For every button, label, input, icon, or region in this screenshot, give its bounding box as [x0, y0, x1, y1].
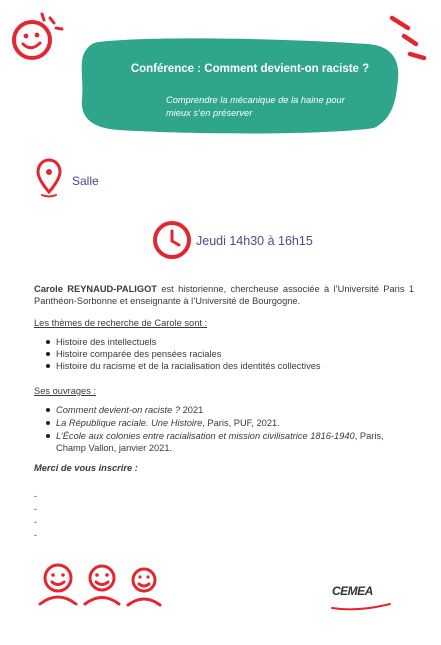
list-item [46, 417, 416, 429]
logo-text: CEMEA [332, 584, 373, 598]
signup-line: - [34, 491, 37, 501]
speaker-intro [34, 283, 414, 307]
location-label: Salle [72, 174, 99, 188]
work-title: La République raciale. Une Histoire [56, 418, 203, 428]
smileys-group-icon [32, 560, 164, 608]
works-heading: Ses ouvrages : [34, 386, 97, 396]
conference-subtitle: Comprendre la mécanique de la haine pour mieux s’en préserver [166, 95, 345, 118]
signup-heading: Merci de vous inscrire : [34, 463, 138, 473]
list-item [46, 404, 416, 416]
list-item: Histoire comparée des pensées raciales [46, 348, 416, 360]
list-item [46, 430, 416, 454]
work-title: L’École aux colonies entre racialisation et mission civilisatrice 1816-1940 [56, 431, 355, 441]
signup-lines [34, 490, 37, 542]
location-pin-icon [36, 158, 62, 198]
schedule-label: Jeudi 14h30 à 16h15 [196, 234, 313, 248]
work-details: , Paris, PUF, 2021. [202, 418, 280, 428]
themes-heading: Les thèmes de recherche de Carole sont : [34, 318, 208, 328]
signup-line: - [34, 504, 37, 514]
work-details: 2021 [180, 405, 204, 415]
work-details: , Paris, Champ Vallon, janvier 2021. [56, 431, 384, 453]
themes-list [46, 336, 416, 372]
signup-line: - [34, 530, 37, 540]
smiley-icon [6, 4, 66, 64]
clock-icon [150, 218, 194, 262]
speaker-bio: est historienne, chercheuse associée à l’Université Paris 1 Panthéon-Sorbonne et enseignante à l’Université de Bourgogne. [34, 284, 414, 306]
title-banner [78, 36, 400, 136]
signup-line: - [34, 517, 37, 527]
works-list [46, 404, 416, 455]
conference-title: Conférence : Comment devient-on raciste ? [130, 63, 370, 75]
list-item: Histoire du racisme et de la racialisation des identités collectives [46, 360, 416, 372]
work-title: Comment devient-on raciste ? [56, 405, 181, 415]
list-item: Histoire des intellectuels [46, 336, 416, 348]
speaker-name: Carole REYNAUD-PALIGOT [34, 284, 157, 294]
